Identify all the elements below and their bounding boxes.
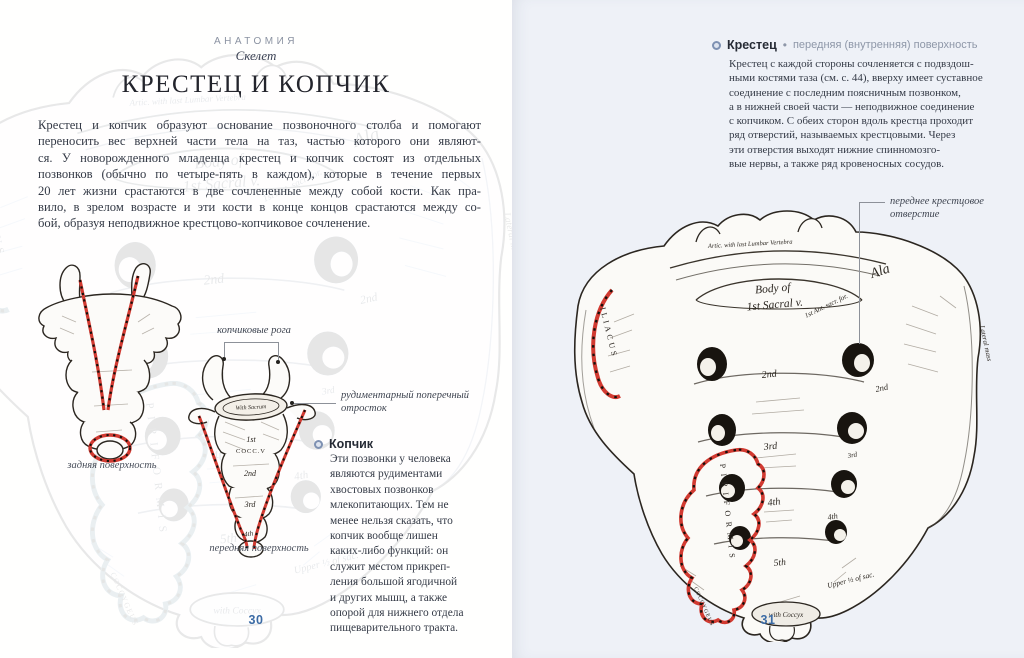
cornua-bracket-line bbox=[224, 342, 279, 343]
note-sacrum-subtitle: передняя (внутренняя) поверхность bbox=[792, 39, 978, 51]
cornua-dot-left bbox=[222, 357, 226, 361]
svg-text:2nd: 2nd bbox=[244, 469, 256, 478]
note-separator: • bbox=[782, 38, 787, 52]
foramen-leader-vertical bbox=[859, 202, 860, 344]
page-number-left: 30 bbox=[248, 613, 264, 627]
section-eyebrow: АНАТОМИЯ bbox=[214, 36, 298, 47]
svg-text:4th: 4th bbox=[243, 529, 254, 539]
bullet-ring-icon bbox=[314, 440, 323, 449]
note-sacrum-body: Крестец с каждой стороны сочленяется с подвздош- ными костями таза (см. с. 44), вверху имеет суставное соединение с последним поясничным позвонком, а в нижней своей части — неподвижное соединение с копчиком. С обеих сторон вдоль крестца проходит ряд отверстий, называемых крестцовыми. Через эти отверстия выходят нижние спинномозго- вые нервы, а также ряд кровеносных сосудов. bbox=[729, 58, 983, 171]
coccyx-posterior-figure bbox=[36, 260, 188, 465]
foramen-leader-horizontal bbox=[859, 202, 885, 203]
caption-anterior: передняя поверхность bbox=[209, 543, 309, 554]
page-title: КРЕСТЕЦ И КОПЧИК bbox=[121, 71, 391, 98]
cornua-bracket-right bbox=[278, 342, 279, 360]
label-transverse-process: рудиментарный поперечный отросток bbox=[341, 390, 470, 414]
cornua-bracket-left bbox=[224, 342, 225, 357]
intro-paragraph: Крестец и копчик образуют основание позвоночного столба и помогают переносить вес верхней части тела на таз, частью которого они являют- ся. У новорожденного младенца крестец и копчик состоят из отдельных позвонков (обычно по четыре-пять в каждом), которые в течение первых 20 лет жизни срастаются в две сочлененные между собой кости. Как пра- вило, в зрелом возрасте и эти кости в конце концов срастаются между со- бой, образуя неподвижное крестцово-копчиковое сочленение. bbox=[38, 118, 481, 231]
note-coccyx-title: Копчик bbox=[329, 437, 374, 451]
process-leader-line bbox=[294, 403, 336, 404]
note-coccyx-heading bbox=[314, 437, 373, 451]
cornua-dot-right bbox=[276, 360, 280, 364]
label-coccygeal-cornua: копчиковые рога bbox=[217, 325, 291, 336]
sacrum-anterior-figure bbox=[560, 206, 996, 642]
svg-text:1st: 1st bbox=[246, 435, 256, 444]
label-anterior-foramen: переднее крестцовое отверстие bbox=[890, 196, 984, 220]
svg-text:With Sacrum: With Sacrum bbox=[235, 404, 267, 412]
svg-text:3rd: 3rd bbox=[244, 500, 256, 509]
caption-posterior: задняя поверхность bbox=[67, 460, 157, 471]
note-sacrum-title: Крестец bbox=[727, 38, 777, 52]
svg-text:COCC.V: COCC.V bbox=[235, 448, 267, 455]
note-coccyx-body: Эти позвонки у человека являются рудиментами хвостовых позвонков млекопитающих. Тем не менее нельзя сказать, что копчик вообще лишен каких-либо функций: он служит местом прикреп- ления большой ягодичной и других мышц, а также опорой для нижнего отдела пищеварительного тракта. bbox=[330, 453, 464, 635]
page-right bbox=[512, 0, 1024, 658]
coccyx-anterior-figure bbox=[183, 350, 321, 560]
bullet-ring-icon bbox=[712, 41, 721, 50]
section-kicker: Скелет bbox=[235, 48, 277, 63]
note-sacrum-heading bbox=[712, 38, 978, 52]
page-number-right: 31 bbox=[760, 613, 776, 627]
